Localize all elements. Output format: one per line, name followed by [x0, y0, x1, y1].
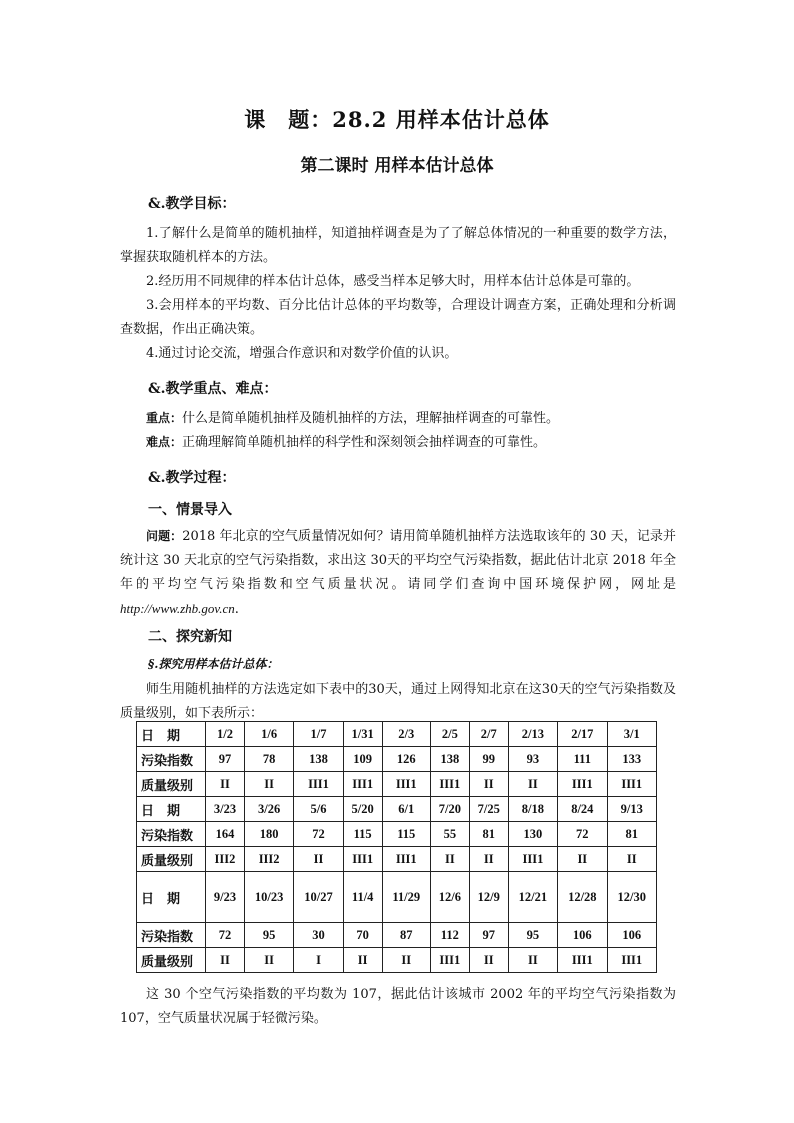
goal-item: 2.经历用不同规律的样本估计总体，感受当样本足够大时，用样本估计总体是可靠的。 [146, 274, 640, 289]
table-cell: 112 [430, 923, 469, 948]
table-cell: III1 [607, 772, 657, 797]
difficulty-line [120, 430, 676, 455]
table-cell: 2/3 [382, 722, 430, 747]
table-cell: III1 [430, 772, 469, 797]
table-cell: 30 [294, 923, 343, 948]
table-cell: 8/24 [558, 797, 607, 822]
table-cell: 95 [508, 923, 557, 948]
table-cell: III2 [206, 847, 245, 872]
page-subtitle: 第二课时 用样本估计总体 [300, 156, 494, 176]
index-row [137, 822, 657, 847]
website-link[interactable]: http://www.zhb.gov.cn [120, 601, 235, 616]
table-cell: II [508, 772, 557, 797]
table-intro: 师生用随机抽样的方法选定如下表中的30天，通过上网得知北京在这30天的空气污染指数及质量级别，如下表所示： [120, 682, 676, 721]
table-cell: 2/5 [430, 722, 469, 747]
part1-heading: 一、情景导入 [148, 502, 232, 518]
table-cell: II [508, 948, 557, 973]
table-cell: 81 [469, 822, 508, 847]
table-cell: 72 [206, 923, 245, 948]
difficulty-text: 正确理解简单随机抽样的科学性和深刻领会抽样调查的可靠性。 [182, 435, 547, 450]
table-cell: 2/13 [508, 722, 557, 747]
table-cell: III1 [430, 948, 469, 973]
table-cell: II [206, 772, 245, 797]
question-paragraph [120, 524, 676, 622]
process-heading: &.教学过程： [148, 470, 236, 486]
table-cell: II [244, 948, 293, 973]
level-row [137, 948, 657, 973]
conclusion-paragraph: 这 30 个空气污染指数的平均数为 107，据此估计该城市 2002 年的平均空气污染指数为 107，空气质量状况属于轻微污染。 [120, 987, 676, 1026]
date-row [137, 722, 657, 747]
table-cell: 3/26 [244, 797, 293, 822]
row-label: 日 期 [137, 872, 206, 923]
goals-heading: &.教学目标： [148, 196, 236, 212]
row-label: 污染指数 [137, 923, 206, 948]
table-cell: III1 [558, 772, 607, 797]
table-cell: 2/7 [469, 722, 508, 747]
table-cell: 5/20 [343, 797, 382, 822]
keypoints-heading: &.教学重点、难点： [148, 381, 278, 397]
table-cell: III1 [558, 948, 607, 973]
table-cell: 55 [430, 822, 469, 847]
table-cell: 97 [206, 747, 245, 772]
row-label: 日 期 [137, 722, 206, 747]
table-cell: 72 [558, 822, 607, 847]
table-cell: 10/27 [294, 872, 343, 923]
table-cell: 87 [382, 923, 430, 948]
table-cell: 12/28 [558, 872, 607, 923]
table-cell: 180 [244, 822, 293, 847]
table-cell: 1/6 [244, 722, 293, 747]
goal-item: 1.了解什么是简单的随机抽样，知道抽样调查是为了了解总体情况的一种重要的数学方法，掌握获取随机样本的方法。 [120, 226, 676, 265]
table-cell: II [430, 847, 469, 872]
table-cell: 126 [382, 747, 430, 772]
table-cell: 106 [607, 923, 657, 948]
table-cell: 8/18 [508, 797, 557, 822]
table-cell: 93 [508, 747, 557, 772]
table-cell: 164 [206, 822, 245, 847]
table-cell: 72 [294, 822, 343, 847]
table-cell: 9/23 [206, 872, 245, 923]
focus-line [120, 406, 676, 431]
row-label: 污染指数 [137, 822, 206, 847]
row-label: 质量级别 [137, 772, 206, 797]
table-cell: 99 [469, 747, 508, 772]
goal-item: 3.会用样本的平均数、百分比估计总体的平均数等，合理设计调查方案，正确处理和分析调查数据，作出正确决策。 [120, 298, 676, 337]
table-cell: III1 [343, 772, 382, 797]
table-cell: 106 [558, 923, 607, 948]
difficulty-label: 难点： [146, 435, 183, 449]
index-row [137, 747, 657, 772]
table-cell: 1/7 [294, 722, 343, 747]
row-label: 日 期 [137, 797, 206, 822]
table-cell: II [558, 847, 607, 872]
table-cell: III1 [382, 847, 430, 872]
table-cell: 133 [607, 747, 657, 772]
focus-text: 什么是简单随机抽样及随机抽样的方法，理解抽样调查的可靠性。 [182, 411, 560, 426]
table-cell: II [382, 948, 430, 973]
table-cell: 12/21 [508, 872, 557, 923]
table-cell: III1 [343, 847, 382, 872]
table-cell: 97 [469, 923, 508, 948]
date-row [137, 872, 657, 923]
table-cell: III2 [244, 847, 293, 872]
table-cell: 7/25 [469, 797, 508, 822]
table-cell: 10/23 [244, 872, 293, 923]
table-cell: 7/20 [430, 797, 469, 822]
row-label: 质量级别 [137, 847, 206, 872]
table-cell: 9/13 [607, 797, 657, 822]
table-cell: 1/2 [206, 722, 245, 747]
table-cell: II [607, 847, 657, 872]
table-cell: 115 [382, 822, 430, 847]
table-cell: 138 [294, 747, 343, 772]
table-cell: II [469, 948, 508, 973]
table-cell: II [244, 772, 293, 797]
table-cell: II [469, 847, 508, 872]
table-cell: II [469, 772, 508, 797]
table-cell: 130 [508, 822, 557, 847]
table-cell: 111 [558, 747, 607, 772]
table-cell: 3/23 [206, 797, 245, 822]
table-cell: 138 [430, 747, 469, 772]
goal-item: 4.通过讨论交流，增强合作意识和对数学价值的认识。 [146, 346, 458, 361]
explore-subheading: §.探究用样本估计总体： [148, 657, 279, 671]
row-label: 污染指数 [137, 747, 206, 772]
table-cell: III1 [607, 948, 657, 973]
index-row [137, 923, 657, 948]
table-cell: 115 [343, 822, 382, 847]
question-label: 问题： [146, 529, 183, 543]
table-cell: 11/29 [382, 872, 430, 923]
table-cell: III1 [294, 772, 343, 797]
table-cell: III1 [382, 772, 430, 797]
row-label: 质量级别 [137, 948, 206, 973]
table-cell: III1 [508, 847, 557, 872]
table-cell: 12/30 [607, 872, 657, 923]
table-cell: 12/6 [430, 872, 469, 923]
page-title: 课 题：28.2 用样本估计总体 [244, 107, 550, 132]
table-cell: 11/4 [343, 872, 382, 923]
table-cell: 6/1 [382, 797, 430, 822]
part2-heading: 二、探究新知 [148, 629, 232, 645]
table-cell: 95 [244, 923, 293, 948]
level-row [137, 772, 657, 797]
table-cell: 2/17 [558, 722, 607, 747]
table-cell: 5/6 [294, 797, 343, 822]
date-row [137, 797, 657, 822]
table-cell: 70 [343, 923, 382, 948]
table-cell: I [294, 948, 343, 973]
air-quality-table [136, 721, 657, 973]
table-cell: 78 [244, 747, 293, 772]
table-cell: 1/31 [343, 722, 382, 747]
table-cell: II [294, 847, 343, 872]
table-cell: 109 [343, 747, 382, 772]
table-cell: 81 [607, 822, 657, 847]
question-text: 2018 年北京的空气质量情况如何？请用简单随机抽样方法选取该年的 30 天，记录并统计这 30 天北京的空气污染指数，求出这 30天的平均空气污染指数，据此估计北京 2018 年全年的平均空气污染指数和空气质量状况。请同学们查询中国环境保护网，网址是 [120, 529, 676, 592]
url-end: . [234, 602, 239, 617]
table-cell: II [343, 948, 382, 973]
table-cell: 12/9 [469, 872, 508, 923]
table-cell: 3/1 [607, 722, 657, 747]
table-cell: II [206, 948, 245, 973]
focus-label: 重点： [146, 411, 183, 425]
level-row [137, 847, 657, 872]
